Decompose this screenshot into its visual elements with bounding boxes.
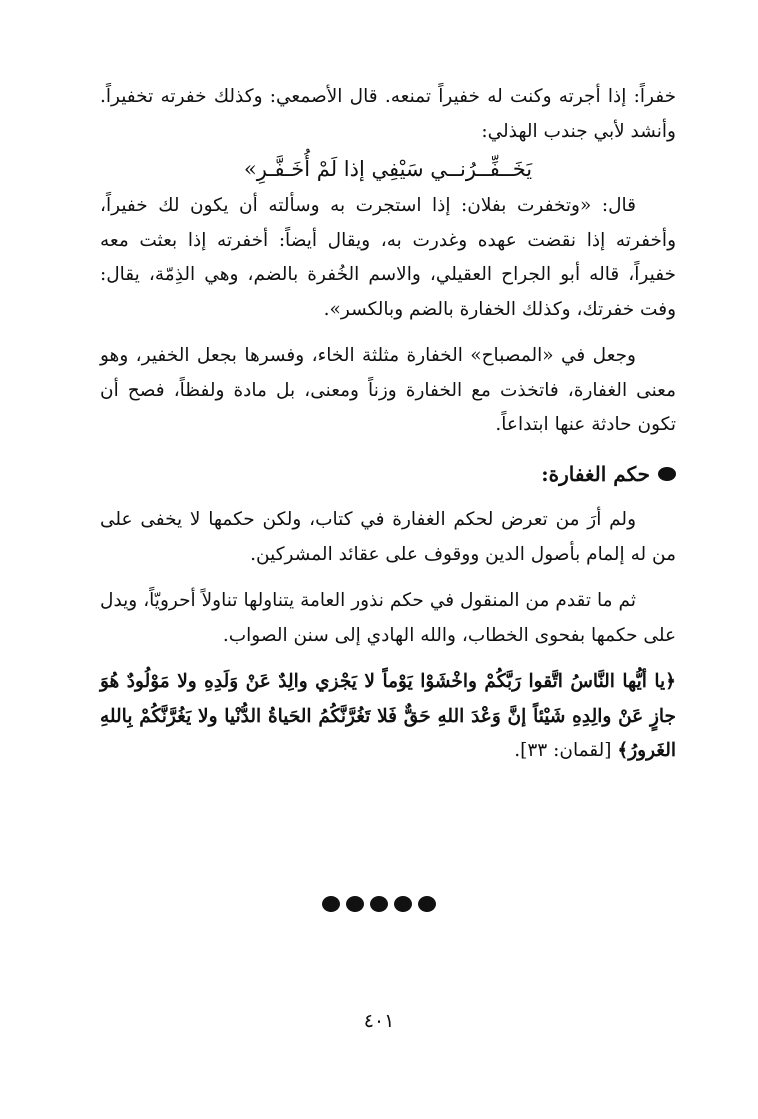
separator-dot-icon — [394, 896, 412, 912]
separator-dot-icon — [322, 896, 340, 912]
poetry-verse: يَخَــفِّــرُنــي سَيْفِي إذا لَمْ أُخَـفَّـرِ» — [243, 157, 533, 181]
section-heading-text: حكم الغفارة: — [541, 461, 650, 486]
paragraph-definition: خفراً: إذا أجرته وكنت له خفيراً تمنعه. قال الأصمعي: وكذلك خفرته تخفيراً. وأنشد لأبي جندب الهذلي: — [100, 86, 676, 142]
paragraph-ruling: ولم أرَ من تعرض لحكم الغفارة في كتاب، ولكن حكمها لا يخفى على من له إلمام بأصول الدين ووقوف على عقائد المشركين. — [100, 509, 676, 565]
page-content — [100, 80, 676, 769]
paragraph-misbah: وجعل في «المصباح» الخفارة مثلثة الخاء، وفسرها بجعل الخفير، وهو معنى الغفارة، فاتخذت مع الخفارة وزناً ومعنى، بل مادة ولفظاً، فصح أن تكون حادثة عنها ابتداعاً. — [100, 345, 676, 435]
section-separator — [0, 896, 758, 912]
bullet-dot-icon — [658, 467, 676, 481]
separator-dot-icon — [370, 896, 388, 912]
quran-verse-paragraph — [100, 665, 676, 769]
separator-dot-icon — [418, 896, 436, 912]
separator-dot-icon — [346, 896, 364, 912]
quran-citation: [لقمان: ٣٣]. — [514, 740, 618, 761]
paragraph-quote: قال: «وتخفرت بفلان: إذا استجرت به وسألته أن يكون لك خفيراً، وأخفرته إذا نقضت عهده وغدرت به، ويقال أيضاً: أخفرته إذا بعثت معه خفيراً، قاله أبو الجراح العقيلي، والاسم الخُفرة بالضم، وهي الذِمّة، يقال: وفت خفرتك، وكذلك الخفارة بالضم وبالكسر». — [100, 195, 676, 320]
page-number: ٤٠١ — [363, 1010, 395, 1032]
section-heading — [100, 457, 676, 492]
quran-verse: ﴿يا أيُّها النَّاسُ اتَّقوا رَبَّكُمْ واخْشَوْا يَوْماً لا يَجْزي والِدٌ عَنْ وَلَدِهِ ولا مَوْلُودٌ هُوَ جازٍ عَنْ والِدِهِ شَيْئاً إنَّ وَعْدَ اللهِ حَقٌّ فَلا تَغُرَّنَّكُمُ الحَياةُ الدُّنْيا ولا يَغُرَّنَّكُمْ بِاللهِ الغَرورُ﴾ — [100, 671, 676, 761]
paragraph-conclusion: ثم ما تقدم من المنقول في حكم نذور العامة يتناولها تناولاً أحرويّاً، ويدل على حكمها بفحوى الخطاب، والله الهادي إلى سنن الصواب. — [100, 590, 676, 646]
